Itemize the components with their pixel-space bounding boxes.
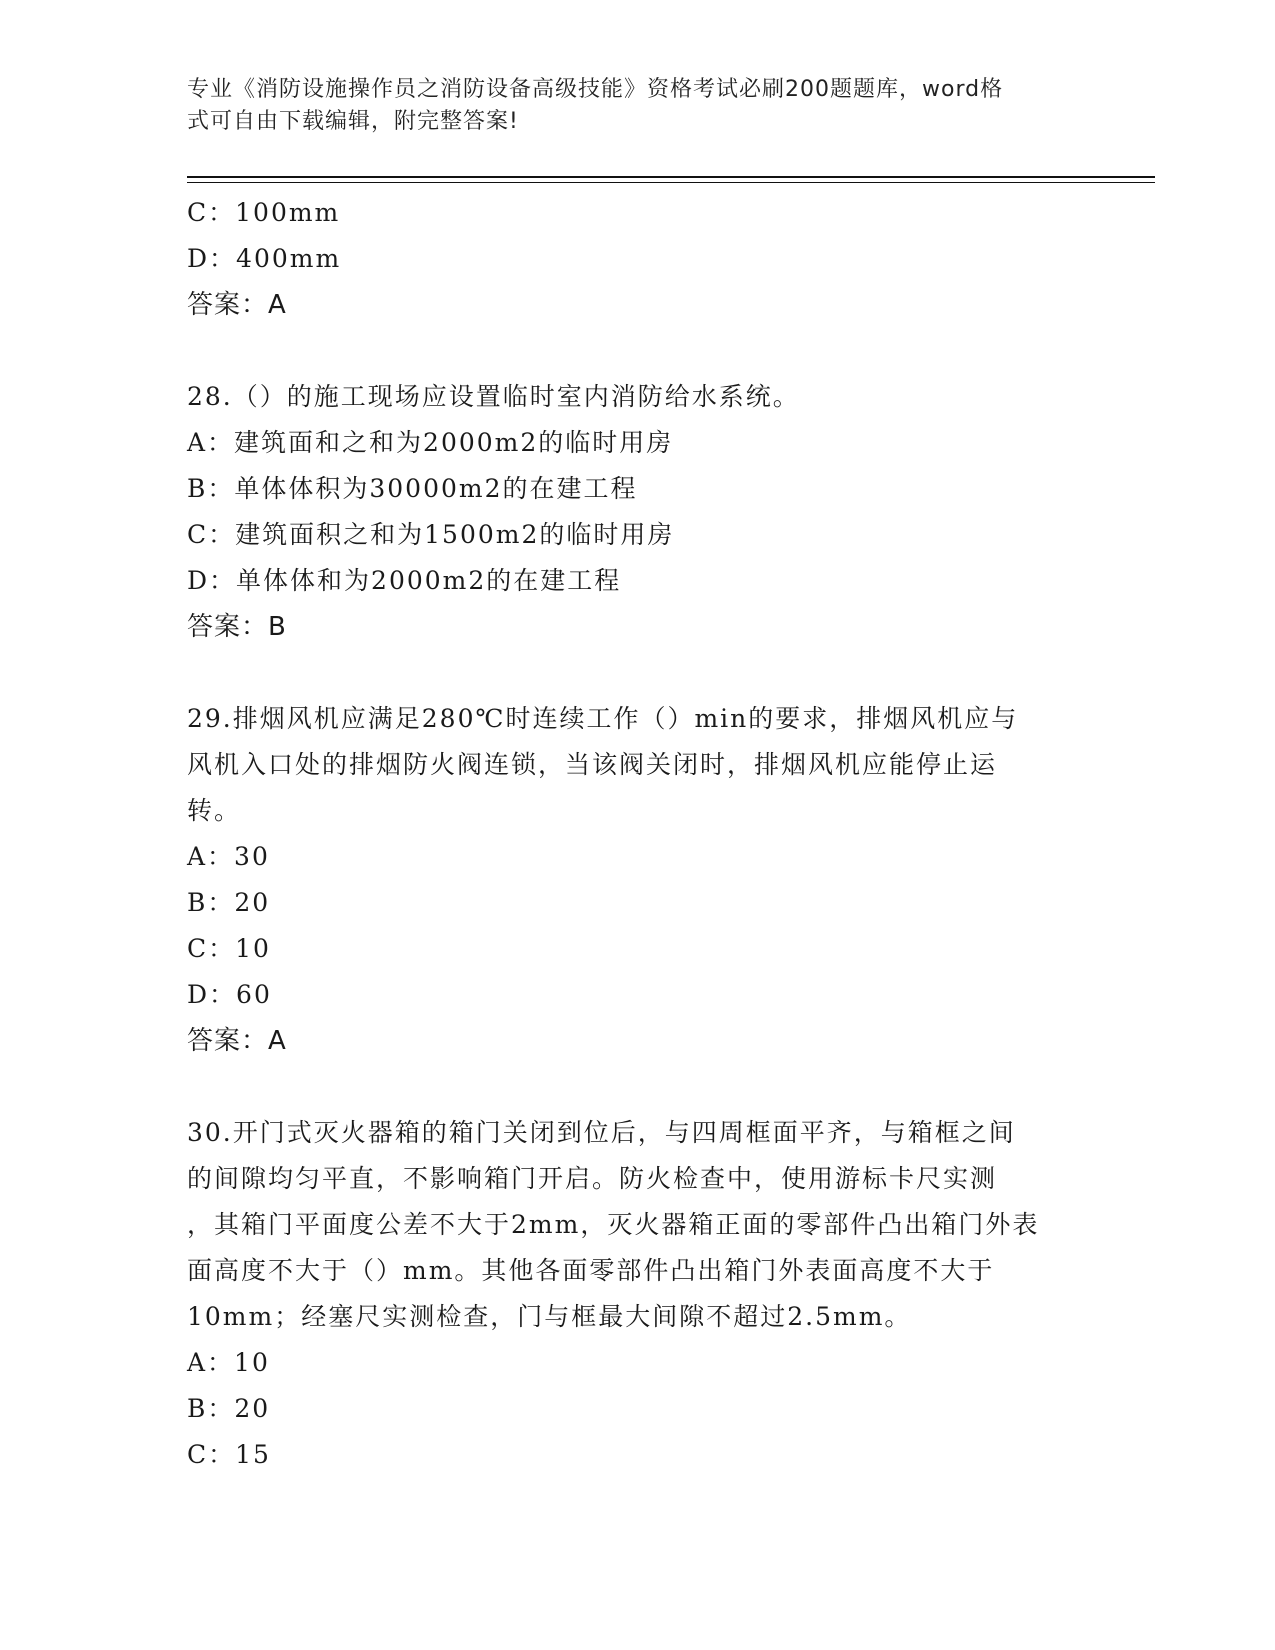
option-a: A：10 <box>187 1348 270 1377</box>
question-text-line: ，其箱门平面度公差不大于2mm，灭火器箱正面的零部件凸出箱门外表 <box>187 1210 1040 1239</box>
header-line-1: 专业《消防设施操作员之消防设备高级技能》资格考试必刷200题题库，word格 <box>187 77 1004 102</box>
option-a: A：建筑面和之和为2000m2的临时用房 <box>187 428 674 457</box>
question-text-line: 转。 <box>187 796 242 825</box>
question-29 <box>187 696 1087 1064</box>
question-text-line: 面高度不大于（）mm。其他各面零部件凸出箱门外表面高度不大于 <box>187 1256 995 1285</box>
answer-line: 答案：A <box>187 1026 287 1056</box>
header-line-2: 式可自由下载编辑，附完整答案! <box>187 109 519 134</box>
question-28 <box>187 374 1087 650</box>
option-d: D：60 <box>187 980 272 1009</box>
option-a: A：30 <box>187 842 270 871</box>
answer-line: 答案：A <box>187 290 287 320</box>
answer-line: 答案：B <box>187 612 287 642</box>
question-text-line: 的间隙均匀平直，不影响箱门开启。防火检查中，使用游标卡尺实测 <box>187 1164 998 1193</box>
option-c: C：建筑面积之和为1500m2的临时用房 <box>187 520 675 549</box>
question-30 <box>187 1110 1087 1478</box>
spacer <box>187 1064 1087 1110</box>
option-c: C：15 <box>187 1440 271 1469</box>
question-text-line: 风机入口处的排烟防火阀连锁，当该阀关闭时，排烟风机应能停止运 <box>187 750 998 779</box>
option-b: B：20 <box>187 888 271 917</box>
option-c: C：10 <box>187 934 271 963</box>
question-text: 28.（）的施工现场应设置临时室内消防给水系统。 <box>187 382 800 411</box>
document-header <box>187 74 1067 138</box>
option-d: D：400mm <box>187 244 342 273</box>
spacer <box>187 328 1087 374</box>
header-divider-thick <box>187 176 1155 178</box>
previous-question-tail <box>187 190 1087 328</box>
option-d: D：单体体和为2000m2的在建工程 <box>187 566 622 595</box>
option-c: C：100mm <box>187 198 341 227</box>
header-divider-thin <box>187 182 1155 183</box>
spacer <box>187 650 1087 696</box>
option-b: B：单体体积为30000m2的在建工程 <box>187 474 638 503</box>
question-text-line: 29.排烟风机应满足280℃时连续工作（）min的要求，排烟风机应与 <box>187 704 1019 733</box>
option-b: B：20 <box>187 1394 271 1423</box>
question-content <box>187 190 1087 1478</box>
question-text-line: 30.开门式灭火器箱的箱门关闭到位后，与四周框面平齐，与箱框之间 <box>187 1118 1016 1147</box>
question-text-line: 10mm；经塞尺实测检查，门与框最大间隙不超过2.5mm。 <box>187 1302 912 1331</box>
